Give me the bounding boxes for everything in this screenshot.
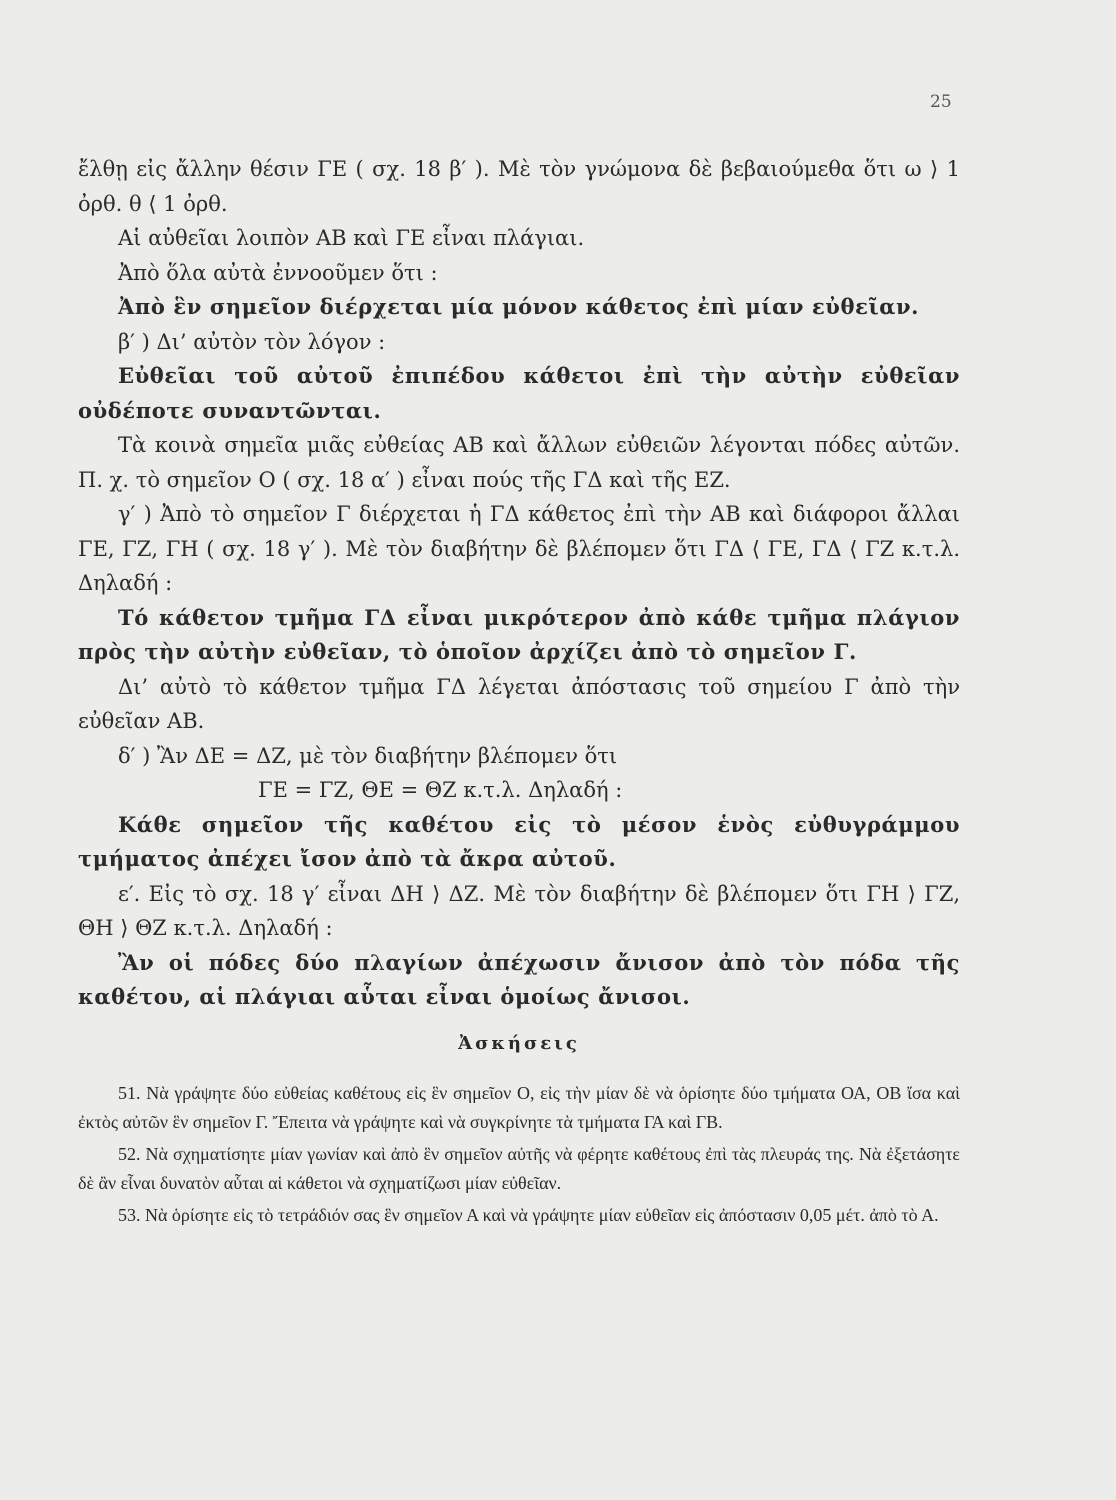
exercise-item: 51. Νὰ γράψητε δύο εὐθείας καθέτους εἰς ἓν σημεῖον Ο, εἰς τὴν μίαν δὲ νὰ ὁρίσητε δύο τμήματα ΟΑ, ΟΒ ἴσα καὶ ἐκτὸς αὐτῶν ἓν σημεῖον Γ. Ἔπειτα νὰ γράψητε καὶ νὰ συγκρίνητε τὰ τμήματα ΓΑ καὶ ΓΒ.: [78, 1083, 960, 1132]
paragraph: ἔλθῃ εἰς ἄλλην θέσιν ΓΕ ( σχ. 18 β′ ). Μὲ τὸν γνώμονα δὲ βεβαιούμεθα ὅτι ω ⟩ 1 ὀρθ. θ ⟨ 1 ὀρθ.: [78, 157, 960, 216]
paragraph: Αἱ αὐθεῖαι λοιπὸν ΑΒ καὶ ΓΕ εἶναι πλάγιαι.: [118, 226, 585, 250]
page-body: [78, 152, 960, 1234]
exercise-item: 52. Νὰ σχηματίσητε μίαν γωνίαν καὶ ἀπὸ ἓν σημεῖον αὐτῆς νὰ φέρητε καθέτους ἐπὶ τὰς πλευράς της. Νὰ ἐξετάσητε δὲ ἂν εἶναι δυνατὸν αὗται αἱ κάθετοι νὰ σχηματίζωσι μίαν εὐθεῖαν.: [78, 1144, 960, 1193]
page-number: 25: [930, 92, 952, 112]
paragraph: δ′ ) Ἂν ΔΕ = ΔΖ, μὲ τὸν διαβήτην βλέπομεν ὅτι: [118, 743, 618, 768]
exercises-heading: Ἀσκήσεις: [458, 1032, 580, 1054]
theorem-statement: Εὐθεῖαι τοῦ αὐτοῦ ἐπιπέδου κάθετοι ἐπὶ τὴν αὐτὴν εὐθεῖαν οὐδέποτε συναντῶνται.: [78, 363, 960, 423]
exercises-list: [78, 1079, 960, 1230]
theorem-statement: Τό κάθετον τμῆμα ΓΔ εἶναι μικρότερον ἀπὸ κάθε τμῆμα πλάγιον πρὸς τὴν αὐτὴν εὐθεῖαν, τὸ ὁποῖον ἀρχίζει ἀπὸ τὸ σημεῖον Γ.: [78, 604, 960, 664]
equation-line: ΓΕ = ΓΖ, ΘΕ = ΘΖ κ.τ.λ. Δηλαδή :: [258, 778, 623, 802]
paragraph: Δι’ αὐτὸ τὸ κάθετον τμῆμα ΓΔ λέγεται ἀπόστασις τοῦ σημείου Γ ἀπὸ τὴν εὐθεῖαν ΑΒ.: [78, 674, 960, 733]
exercise-item: 53. Νὰ ὁρίσητε εἰς τὸ τετράδιόν σας ἓν σημεῖον Α καὶ νὰ γράψητε μίαν εὐθεῖαν εἰς ἀπόστασιν 0,05 μέτ. ἀπὸ τὸ Α.: [118, 1205, 939, 1225]
theorem-statement: Ἀπὸ ἓν σημεῖον διέρχεται μία μόνον κάθετος ἐπὶ μίαν εὐθεῖαν.: [118, 294, 920, 319]
paragraph: β′ ) Δι’ αὐτὸν τὸν λόγον :: [118, 329, 386, 354]
paragraph: γ′ ) Ἀπὸ τὸ σημεῖον Γ διέρχεται ἡ ΓΔ κάθετος ἐπὶ τὴν ΑΒ καὶ διάφοροι ἄλλαι ΓΕ, ΓΖ, ΓΗ ( σχ. 18 γ′ ). Μὲ τὸν διαβήτην δὲ βλέπομεν ὅτι ΓΔ ⟨ ΓΕ, ΓΔ ⟨ ΓΖ κ.τ.λ. Δηλαδή :: [78, 502, 960, 595]
theorem-statement: Κάθε σημεῖον τῆς καθέτου εἰς τὸ μέσον ἑνὸς εὐθυγράμμου τμήματος ἀπέχει ἴσον ἀπὸ τὰ ἄκρα αὐτοῦ.: [78, 811, 960, 871]
paragraph: Ἀπὸ ὅλα αὐτὰ ἐννοοῦμεν ὅτι :: [118, 260, 438, 285]
paragraph: ε′. Εἰς τὸ σχ. 18 γ′ εἶναι ΔΗ ⟩ ΔΖ. Μὲ τὸν διαβήτην δὲ βλέπομεν ὅτι ΓΗ ⟩ ΓΖ, ΘΗ ⟩ ΘΖ κ.τ.λ. Δηλαδή :: [78, 881, 960, 940]
theorem-statement: Ἂν οἱ πόδες δύο πλαγίων ἀπέχωσιν ἄνισον ἀπὸ τὸν πόδα τῆς καθέτου, αἱ πλάγιαι αὗται εἶναι ὁμοίως ἄνισοι.: [78, 949, 960, 1009]
paragraph: Τὰ κοινὰ σημεῖα μιᾶς εὐθείας ΑΒ καὶ ἄλλων εὐθειῶν λέγονται πόδες αὐτῶν. Π. χ. τὸ σημεῖον Ο ( σχ. 18 α′ ) εἶναι πούς τῆς ΓΔ καὶ τῆς ΕΖ.: [78, 433, 960, 492]
